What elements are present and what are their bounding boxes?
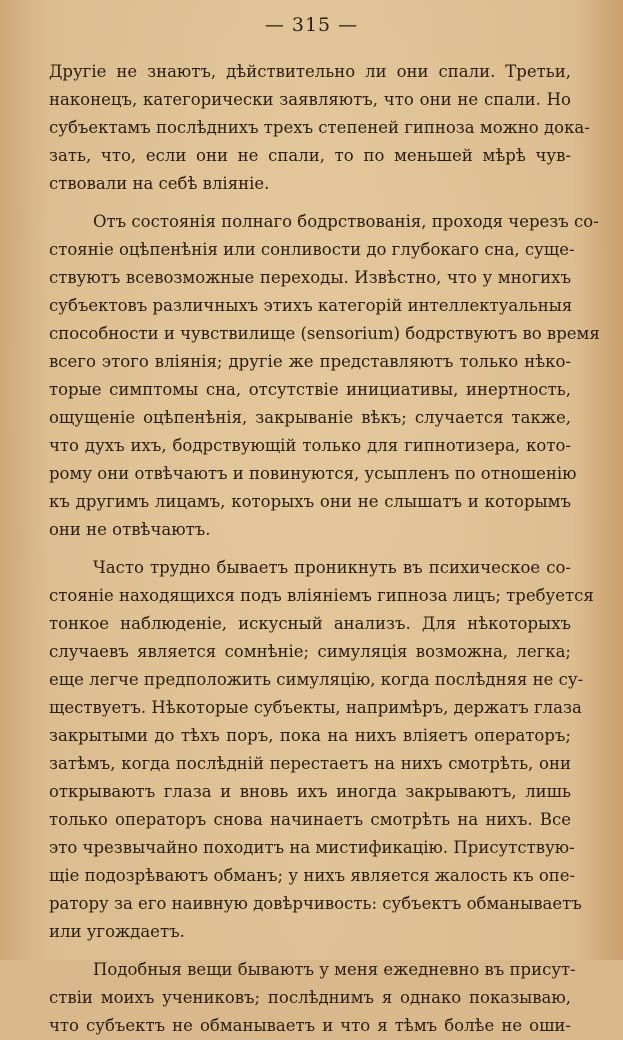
text-line: наконецъ, категорически заявляютъ, что они не спали. Но — [49, 90, 571, 109]
paragraph — [49, 208, 600, 544]
text-line: ствіи моихъ учениковъ; послѣднимъ я однако показываю, — [49, 988, 571, 1007]
text-line: зать, что, если они не спали, то по меньшей мѣрѣ чув- — [49, 146, 571, 165]
text-line: еще легче предположить симуляцію, когда послѣдняя не су- — [49, 670, 584, 689]
text-line: они не отвѣчаютъ. — [49, 520, 211, 539]
text-line: ратору за его наивную довѣрчивость: субъектъ обманываетъ — [49, 894, 582, 913]
text-line: случаевъ является сомнѣніе; симуляція возможна, легка; — [49, 642, 571, 661]
text-line: рому они отвѣчаютъ и повинуются, усыпленъ по отношенію — [49, 464, 577, 483]
text-line: торые симптомы сна, отсутствіе инициативы, инертность, — [49, 380, 571, 399]
text-line: ствовали на себѣ вліяніе. — [49, 174, 270, 193]
text-line: только операторъ снова начинаетъ смотрѣть на нихъ. Все — [49, 810, 571, 829]
text-line: Подобныя вещи бываютъ у меня ежедневно въ присут- — [93, 960, 576, 979]
text-line: стояніе оцѣпенѣнія или сонливости до глубокаго сна, суще- — [49, 240, 575, 259]
text-line: тонкое наблюденіе, искусный анализъ. Для нѣкоторыхъ — [49, 614, 571, 633]
text-line: это чрезвычайно походитъ на мистификацію. Присутствую- — [49, 838, 575, 857]
text-line: закрытыми до тѣхъ поръ, пока на нихъ вліяетъ операторъ; — [49, 726, 571, 745]
text-line: субъектовъ различныхъ этихъ категорій интеллектуальныя — [49, 296, 573, 315]
text-line: субъектамъ послѣднихъ трехъ степеней гипноза можно дока- — [49, 118, 590, 137]
text-line: или угождаетъ. — [49, 922, 185, 941]
text-line: открываютъ глаза и вновь ихъ иногда закрываютъ, лишь — [49, 782, 571, 801]
body-text — [49, 58, 600, 1040]
text-line: затѣмъ, когда послѣдній перестаетъ на нихъ смотрѣть, они — [49, 754, 571, 773]
text-line: способности и чувствилище (sensorium) бодрствуютъ во время — [49, 324, 600, 343]
text-line: ствуютъ всевозможные переходы. Извѣстно, что у многихъ — [49, 268, 571, 287]
text-line: ществуетъ. Нѣкоторые субъекты, напримѣръ, держатъ глаза — [49, 698, 582, 717]
text-line: щіе подозрѣваютъ обманъ; у нихъ является жалость къ опе- — [49, 866, 576, 885]
text-line: стояніе находящихся подъ вліяніемъ гипноза лицъ; требуется — [49, 586, 594, 605]
text-line: Отъ состоянія полнаго бодрствованія, проходя черезъ со- — [93, 212, 599, 231]
paragraph — [49, 956, 576, 1040]
text-line: къ другимъ лицамъ, которыхъ они не слышатъ и которымъ — [49, 492, 571, 511]
text-line: что субъектъ не обманываетъ и что я тѣмъ болѣе не оши- — [49, 1016, 571, 1035]
text-line: всего этого вліянія; другіе же представляютъ только нѣко- — [49, 352, 571, 371]
paragraph — [49, 554, 594, 946]
text-line: Часто трудно бываетъ проникнуть въ психическое со- — [93, 558, 571, 577]
paragraph — [49, 58, 590, 198]
text-line: Другіе не знаютъ, дѣйствительно ли они спали. Третьи, — [49, 62, 571, 81]
page-number: — 315 — — [264, 14, 359, 36]
text-line: ощущеніе оцѣпенѣнія, закрываніе вѣкъ; случается также, — [49, 408, 571, 427]
text-line: что духъ ихъ, бодрствующій только для гипнотизера, кото- — [49, 436, 571, 455]
